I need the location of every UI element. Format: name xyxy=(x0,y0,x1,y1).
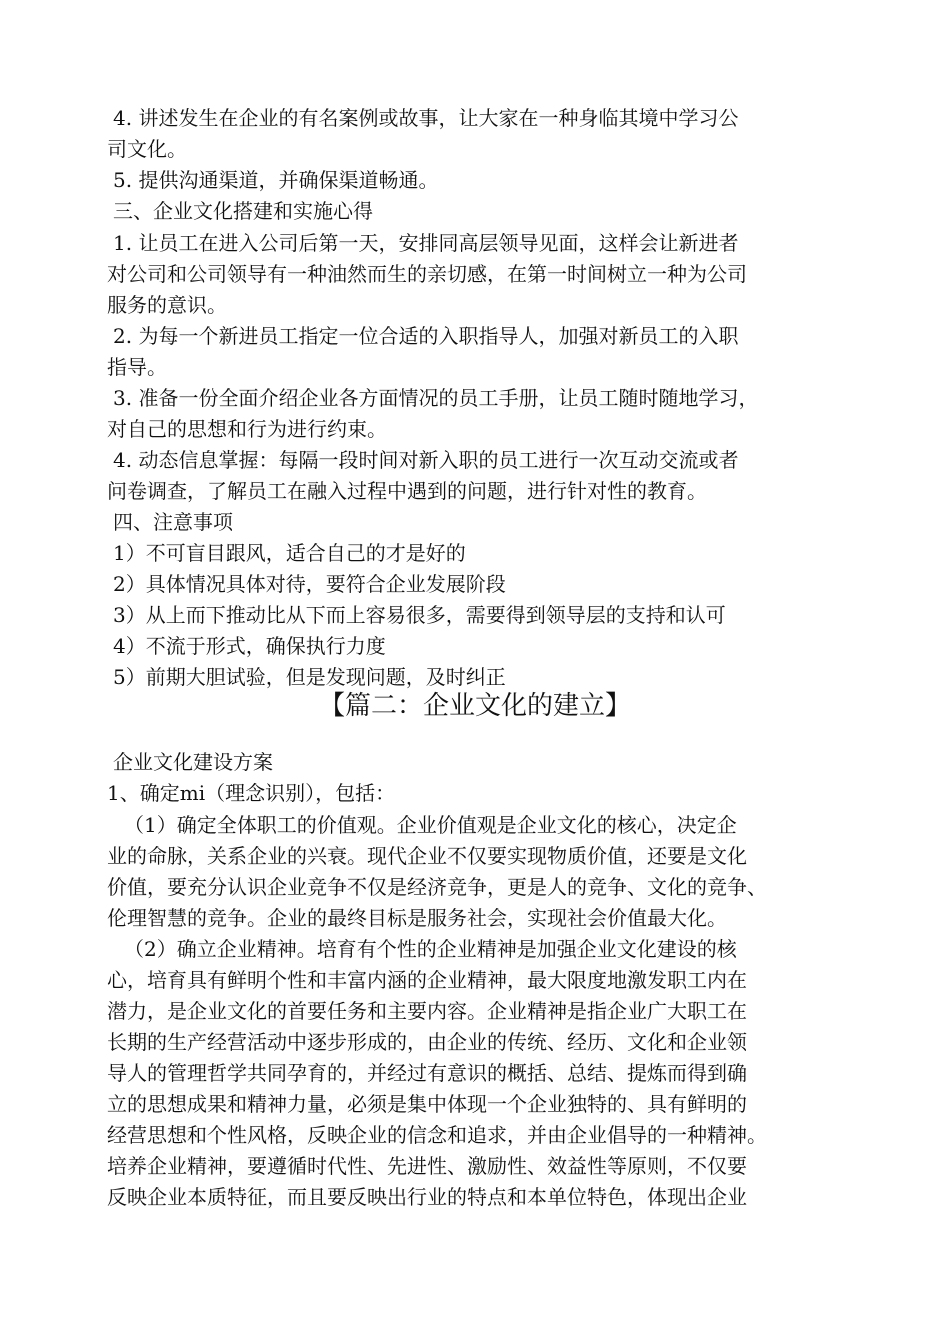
section4-item: 4）不流于形式，确保执行力度 xyxy=(113,634,386,658)
part2-subtitle: 企业文化建设方案 xyxy=(113,750,273,774)
section3-item3-line1: 3. 准备一份全面介绍企业各方面情况的员工手册，让员工随时随地学习， xyxy=(113,386,759,410)
section3-item4-line2: 问卷调查，了解员工在融入过程中遇到的问题，进行针对性的教育。 xyxy=(107,479,707,503)
section4-item: 1）不可盲目跟风，适合自己的才是好的 xyxy=(113,541,466,565)
para2-line: 经营思想和个性风格，反映企业的信念和追求，并由企业倡导的一种精神。 xyxy=(107,1123,767,1147)
para2-line: 反映企业本质特征，而且要反映出行业的特点和本单位特色，体现出企业 xyxy=(107,1185,747,1209)
para2-line: 导人的管理哲学共同孕育的，并经过有意识的概括、总结、提炼而得到确 xyxy=(107,1061,747,1085)
para2-line: 长期的生产经营活动中逐步形成的，由企业的传统、经历、文化和企业领 xyxy=(107,1030,747,1054)
part2-point1: 1、确定mi（理念识别），包括： xyxy=(107,781,396,805)
para1-line: （1）确定全体职工的价值观。企业价值观是企业文化的核心，决定企 xyxy=(124,813,737,837)
section3-item1-line1: 1. 让员工在进入公司后第一天，安排同高层领导见面，这样会让新进者 xyxy=(113,231,739,255)
section4-heading: 四、注意事项 xyxy=(113,510,233,534)
section4-item: 5）前期大胆试验，但是发现问题，及时纠正 xyxy=(113,665,506,689)
section3-item4-line1: 4. 动态信息掌握：每隔一段时间对新入职的员工进行一次互动交流或者 xyxy=(113,448,739,472)
para2-line: 培养企业精神，要遵循时代性、先进性、激励性、效益性等原则，不仅要 xyxy=(107,1154,747,1178)
para2-line: （2）确立企业精神。培育有个性的企业精神是加强企业文化建设的核 xyxy=(124,937,737,961)
section4-item: 3）从上而下推动比从下而上容易很多，需要得到领导层的支持和认可 xyxy=(113,603,726,627)
section1-item4-line1: 4. 讲述发生在企业的有名案例或故事，让大家在一种身临其境中学习公 xyxy=(113,106,739,130)
para2-line: 潜力，是企业文化的首要任务和主要内容。企业精神是指企业广大职工在 xyxy=(107,999,747,1023)
section1-item5: 5. 提供沟通渠道，并确保渠道畅通。 xyxy=(113,168,439,192)
section3-item1-line2: 对公司和公司领导有一种油然而生的亲切感，在第一时间树立一种为公司 xyxy=(107,262,747,286)
para1-line: 业的命脉，关系企业的兴衰。现代企业不仅要实现物质价值，还要是文化 xyxy=(107,844,747,868)
para1-line: 价值，要充分认识企业竞争不仅是经济竞争，更是人的竞争、文化的竞争、 xyxy=(107,875,767,899)
section3-item3-line2: 对自己的思想和行为进行约束。 xyxy=(107,417,387,441)
section3-item2-line1: 2. 为每一个新进员工指定一位合适的入职指导人，加强对新员工的入职 xyxy=(113,324,739,348)
section1-item4-line2: 司文化。 xyxy=(107,137,187,161)
section3-item1-line3: 服务的意识。 xyxy=(107,293,227,317)
section3-heading: 三、企业文化搭建和实施心得 xyxy=(113,199,373,223)
section4-item: 2）具体情况具体对待，要符合企业发展阶段 xyxy=(113,572,506,596)
para2-line: 心，培育具有鲜明个性和丰富内涵的企业精神，最大限度地激发职工内在 xyxy=(107,968,747,992)
para2-line: 立的思想成果和精神力量，必须是集中体现一个企业独特的、具有鲜明的 xyxy=(107,1092,747,1116)
para1-line: 伦理智慧的竞争。企业的最终目标是服务社会，实现社会价值最大化。 xyxy=(107,906,727,930)
section3-item2-line2: 指导。 xyxy=(107,355,167,379)
part2-title: 【篇二：企业文化的建立】 xyxy=(318,691,631,721)
